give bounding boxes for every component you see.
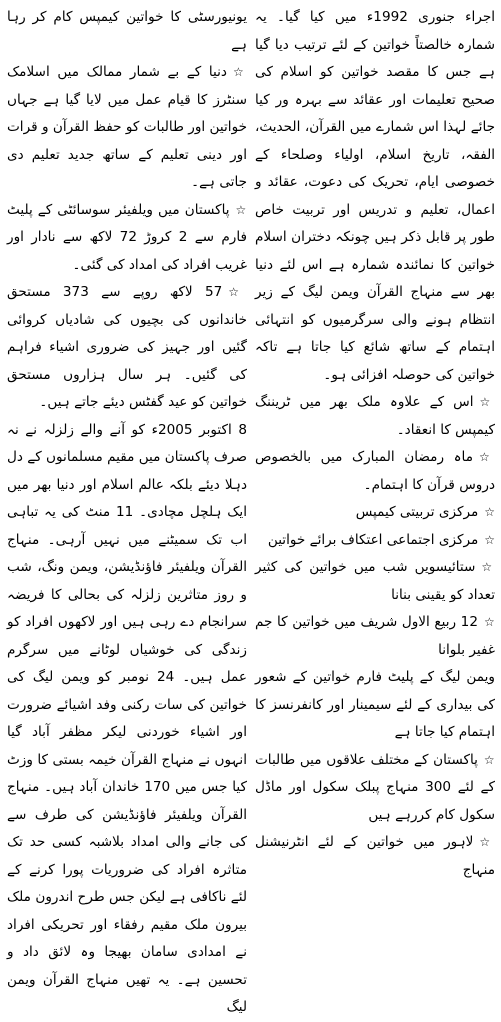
paragraph-text: ماہ رمضان المبارک میں بالخصوص دروس قرآن کا اہتمام۔ — [255, 449, 495, 493]
star-bullet-icon: ☆ — [484, 505, 495, 519]
paragraph-text: مرکزی تربیتی کیمپس — [355, 504, 479, 520]
star-bullet-icon: ☆ — [228, 285, 247, 299]
paragraph-text: ویمن لیگ کے پلیٹ فارم خواتین کے شعور کی بیداری کے لئے سیمینار اور کانفرنسز کا اہتمام کیا جاتا ہے — [255, 669, 495, 740]
star-bullet-icon: ☆ — [478, 450, 495, 464]
paragraph — [7, 417, 247, 1022]
paragraph — [7, 4, 247, 59]
paragraph — [255, 747, 495, 830]
left-column — [7, 4, 248, 1015]
paragraph — [255, 4, 495, 389]
star-bullet-icon: ☆ — [481, 560, 495, 574]
paragraph-text: دنیا کے بے شمار ممالک میں اسلامک سنٹرز کا قیام عمل میں لایا گیا ہے جہاں خواتین اور طالبات کو حفظ القرآن و قرات اور دینی تعلیم کے ساتھ جدید تعلیم دی جاتی ہے۔ — [7, 64, 247, 190]
paragraph — [255, 499, 495, 527]
paragraph-text: اجراء جنوری 1992ء میں کیا گیا۔ یہ شمارہ خالصتاً خواتین کے لئے ترتیب دیا گیا ہے جس کا مقصد خواتین کو اسلام کی صحیح تعلیمات اور عقائد سے بہرہ ور کیا جائے لہذا اس شمارے میں القرآن، الحدیث، الفقہ، تاریخ اسلام، اولیاء وصلحاء کے خصوصی ایام، تحریک کی دعوت، عقائد و اعمال، تعلیم و تدریس اور تربیت خاص طور پر قابل ذکر ہیں چونکہ دختران اسلام خواتین کا نمائندہ شمارہ ہے اس لئے دنیا بھر سے منہاج القرآن ویمن لیگ کے زیر انتظام ہونے والی سرگرمیوں کو انتہائی اہتمام کے ساتھ شائع کیا جاتا ہے تاکہ خواتین کی حوصلہ افزائی ہو۔ — [255, 9, 495, 383]
paragraph — [255, 829, 495, 884]
paragraph-text: 8 اکتوبر 2005ء کو آنے والے زلزلہ نے نہ صرف پاکستان میں مقیم مسلمانوں کے دل دہلا دیئے بلکہ عالم اسلام اور دنیا بھر میں ایک ہلچل مچادی۔ 11 منٹ کی یہ تباہی اب تک سمیٹنے میں نہیں آرہی۔ منہاج القرآن ویلفیئر فاؤنڈیشن، ویمن ونگ، شب و روز متاثرین زلزلہ کی بحالی کا فریضہ سرانجام دے رہی ہیں اور لاکھوں افراد کو زندگی کی خوشیاں لوٹانے میں سرگرم عمل ہیں۔ 24 نومبر کو ویمن لیگ کی خواتین کی سات رکنی وفد اشیائے ضرورت اور اشیاء خوردنی لیکر مظفر آباد گیا انہوں نے منہاج القرآن خیمہ بستی کا وزٹ کیا جس میں 170 خاندان آباد ہیں۔ منہاج القرآن ویلفیئر فاؤنڈیشن کی طرف سے کی جانے والی امداد بلاشبہ کسی حد تک متاثرہ افراد کی ضروریات پورا کرنے کے لئے ناکافی ہے لیکن جس طرح اندرون ملک بیرون ملک مقیم رفقاء اور تحریکی افراد نے امدادی سامان بھیجا وہ لائق داد و تحسین ہے۔ یہ تھیں منہاج القرآن ویمن لیگ — [7, 421, 247, 1015]
star-bullet-icon: ☆ — [235, 202, 247, 217]
paragraph — [7, 279, 247, 417]
paragraph — [255, 554, 495, 609]
paragraph-text: لاہور میں خواتین کے لئے انٹرنیشنل منہاج — [255, 834, 495, 878]
paragraph — [255, 609, 495, 664]
paragraph — [255, 444, 495, 499]
paragraph — [255, 664, 495, 747]
paragraph-text: پاکستان کے مختلف علاقوں میں طالبات کے لئے 300 منہاج پبلک سکول اور ماڈل سکول کام کررہے ہیں — [255, 751, 495, 823]
star-bullet-icon: ☆ — [483, 752, 495, 767]
paragraph — [255, 527, 495, 555]
star-bullet-icon: ☆ — [479, 395, 495, 409]
star-bullet-icon: ☆ — [483, 615, 495, 629]
paragraph-text: یونیورسٹی کا خواتین کیمپس کام کر رہا ہے — [7, 9, 247, 53]
paragraph-text: اس کے علاوہ ملک بھر میں ٹریننگ کیمپس کا انعقاد۔ — [255, 394, 495, 438]
star-bullet-icon: ☆ — [479, 835, 496, 849]
right-column — [255, 4, 496, 878]
paragraph-text: 12 ربیع الاول شریف میں خواتین کا جم غفیر بلوانا — [255, 614, 495, 658]
star-bullet-icon: ☆ — [232, 65, 247, 79]
paragraph — [7, 197, 247, 280]
paragraph-text: 57 لاکھ روپے سے 373 مستحق خاندانوں کی بچیوں کی شادیاں کروائی گئیں اور جہیز کی ضروری اشیاء فراہم کی گئیں۔ ہر سال ہزاروں مستحق خواتین کو عید گفٹس دیئے جاتے ہیں۔ — [7, 284, 247, 410]
paragraph — [7, 59, 247, 197]
paragraph-text: پاکستان میں ویلفیئر سوسائٹی کے پلیٹ فارم سے 2 کروڑ 72 لاکھ سے نادار اور غریب افراد کی امداد کی گئی۔ — [7, 201, 248, 273]
paragraph-text: مرکزی اجتماعی اعتکاف برائے خواتین — [267, 531, 479, 548]
star-bullet-icon: ☆ — [484, 532, 495, 547]
paragraph-text: ستائیسویں شب میں خواتین کی کثیر تعداد کو یقینی بنانا — [255, 559, 495, 603]
paragraph — [255, 389, 495, 444]
